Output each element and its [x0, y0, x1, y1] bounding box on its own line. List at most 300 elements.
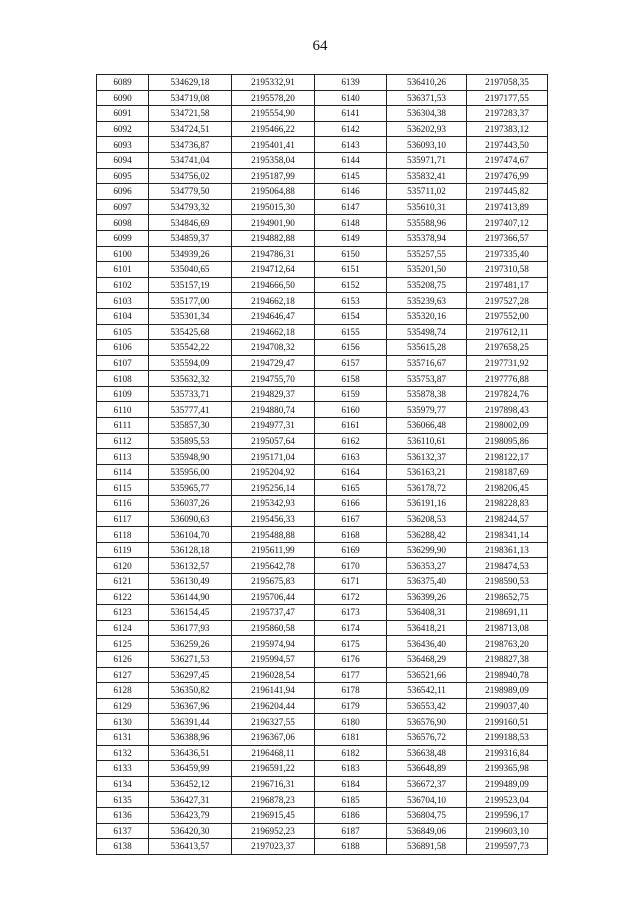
table-cell-point-number: 6178 — [315, 683, 387, 699]
table-row — [97, 386, 548, 402]
table-cell-point-number: 6170 — [315, 558, 387, 574]
table-cell-y-coordinate: 2195332,91 — [232, 75, 315, 91]
table-cell-y-coordinate: 2197383,12 — [467, 121, 548, 137]
table-cell-x-coordinate: 536163,21 — [387, 464, 467, 480]
table-cell-point-number: 6136 — [97, 807, 149, 823]
table-cell-x-coordinate: 536202,93 — [387, 121, 467, 137]
table-cell-y-coordinate: 2195611,99 — [232, 542, 315, 558]
table-cell-y-coordinate: 2196367,06 — [232, 729, 315, 745]
table-cell-point-number: 6164 — [315, 464, 387, 480]
table-row — [97, 137, 548, 153]
table-cell-x-coordinate: 535956,00 — [149, 464, 232, 480]
table-cell-point-number: 6122 — [97, 589, 149, 605]
table-cell-x-coordinate: 536399,26 — [387, 589, 467, 605]
table-cell-x-coordinate: 535711,02 — [387, 184, 467, 200]
table-cell-x-coordinate: 534736,87 — [149, 137, 232, 153]
table-row — [97, 464, 548, 480]
table-cell-y-coordinate: 2197445,82 — [467, 184, 548, 200]
table-row — [97, 745, 548, 761]
table-cell-point-number: 6129 — [97, 698, 149, 714]
table-cell-y-coordinate: 2197527,28 — [467, 293, 548, 309]
table-cell-x-coordinate: 536066,48 — [387, 418, 467, 434]
table-cell-x-coordinate: 536299,90 — [387, 542, 467, 558]
table-cell-y-coordinate: 2198187,69 — [467, 464, 548, 480]
table-cell-x-coordinate: 536576,90 — [387, 714, 467, 730]
table-cell-y-coordinate: 2195401,41 — [232, 137, 315, 153]
table-cell-y-coordinate: 2197731,92 — [467, 355, 548, 371]
table-cell-point-number: 6157 — [315, 355, 387, 371]
table-cell-x-coordinate: 535542,22 — [149, 340, 232, 356]
table-cell-x-coordinate: 535753,87 — [387, 371, 467, 387]
table-row — [97, 215, 548, 231]
table-cell-y-coordinate: 2197023,37 — [232, 839, 315, 855]
table-cell-point-number: 6177 — [315, 667, 387, 683]
table-row — [97, 620, 548, 636]
table-cell-point-number: 6172 — [315, 589, 387, 605]
table-cell-point-number: 6186 — [315, 807, 387, 823]
table-cell-point-number: 6145 — [315, 168, 387, 184]
table-cell-point-number: 6127 — [97, 667, 149, 683]
table-row — [97, 698, 548, 714]
table-cell-x-coordinate: 536350,82 — [149, 683, 232, 699]
table-cell-y-coordinate: 2195064,88 — [232, 184, 315, 200]
table-row — [97, 511, 548, 527]
table-cell-y-coordinate: 2197058,35 — [467, 75, 548, 91]
table-cell-point-number: 6098 — [97, 215, 149, 231]
table-cell-point-number: 6102 — [97, 277, 149, 293]
table-row — [97, 402, 548, 418]
table-cell-x-coordinate: 534756,02 — [149, 168, 232, 184]
table-row — [97, 324, 548, 340]
table-cell-y-coordinate: 2198989,09 — [467, 683, 548, 699]
table-cell-y-coordinate: 2196716,31 — [232, 776, 315, 792]
table-cell-point-number: 6126 — [97, 651, 149, 667]
table-cell-point-number: 6167 — [315, 511, 387, 527]
table-cell-y-coordinate: 2195057,64 — [232, 433, 315, 449]
table-cell-y-coordinate: 2198713,08 — [467, 620, 548, 636]
table-cell-x-coordinate: 534939,26 — [149, 246, 232, 262]
table-cell-y-coordinate: 2195171,04 — [232, 449, 315, 465]
table-cell-y-coordinate: 2195256,14 — [232, 480, 315, 496]
table-cell-x-coordinate: 534846,69 — [149, 215, 232, 231]
table-cell-y-coordinate: 2199597,73 — [467, 839, 548, 855]
table-cell-x-coordinate: 536375,40 — [387, 574, 467, 590]
table-cell-point-number: 6161 — [315, 418, 387, 434]
table-cell-y-coordinate: 2195187,99 — [232, 168, 315, 184]
table-row — [97, 651, 548, 667]
table-cell-y-coordinate: 2199365,98 — [467, 761, 548, 777]
table-cell-x-coordinate: 536648,89 — [387, 761, 467, 777]
table-cell-x-coordinate: 536521,66 — [387, 667, 467, 683]
table-cell-y-coordinate: 2197612,11 — [467, 324, 548, 340]
table-cell-y-coordinate: 2194712,64 — [232, 262, 315, 278]
table-cell-point-number: 6099 — [97, 230, 149, 246]
coordinates-table — [96, 74, 548, 855]
table-cell-point-number: 6144 — [315, 152, 387, 168]
table-cell-point-number: 6140 — [315, 90, 387, 106]
table-cell-y-coordinate: 2195578,20 — [232, 90, 315, 106]
table-cell-point-number: 6131 — [97, 729, 149, 745]
table-cell-point-number: 6094 — [97, 152, 149, 168]
table-cell-point-number: 6188 — [315, 839, 387, 855]
table-cell-x-coordinate: 536804,75 — [387, 807, 467, 823]
table-row — [97, 184, 548, 200]
table-row — [97, 761, 548, 777]
table-cell-x-coordinate: 535301,34 — [149, 308, 232, 324]
table-cell-point-number: 6155 — [315, 324, 387, 340]
table-cell-x-coordinate: 534859,37 — [149, 230, 232, 246]
table-cell-y-coordinate: 2196204,44 — [232, 698, 315, 714]
table-cell-x-coordinate: 536391,44 — [149, 714, 232, 730]
table-cell-y-coordinate: 2197443,50 — [467, 137, 548, 153]
table-cell-x-coordinate: 536110,61 — [387, 433, 467, 449]
table-row — [97, 106, 548, 122]
table-cell-x-coordinate: 536436,51 — [149, 745, 232, 761]
table-cell-point-number: 6133 — [97, 761, 149, 777]
table-cell-x-coordinate: 536128,18 — [149, 542, 232, 558]
table-cell-x-coordinate: 536104,70 — [149, 527, 232, 543]
table-cell-point-number: 6168 — [315, 527, 387, 543]
table-cell-y-coordinate: 2194666,50 — [232, 277, 315, 293]
table-cell-y-coordinate: 2194829,37 — [232, 386, 315, 402]
table-cell-x-coordinate: 536178,72 — [387, 480, 467, 496]
table-cell-x-coordinate: 535878,38 — [387, 386, 467, 402]
table-cell-x-coordinate: 536576,72 — [387, 729, 467, 745]
table-cell-point-number: 6125 — [97, 636, 149, 652]
table-row — [97, 121, 548, 137]
table-cell-x-coordinate: 535588,96 — [387, 215, 467, 231]
table-cell-point-number: 6156 — [315, 340, 387, 356]
table-cell-point-number: 6130 — [97, 714, 149, 730]
table-cell-y-coordinate: 2194880,74 — [232, 402, 315, 418]
table-cell-y-coordinate: 2199188,53 — [467, 729, 548, 745]
table-cell-point-number: 6163 — [315, 449, 387, 465]
table-cell-y-coordinate: 2194755,70 — [232, 371, 315, 387]
table-cell-x-coordinate: 535594,09 — [149, 355, 232, 371]
table-row — [97, 340, 548, 356]
table-cell-x-coordinate: 535632,32 — [149, 371, 232, 387]
table-row — [97, 792, 548, 808]
table-cell-y-coordinate: 2195342,93 — [232, 496, 315, 512]
table-cell-y-coordinate: 2198341,14 — [467, 527, 548, 543]
table-cell-x-coordinate: 535979,77 — [387, 402, 467, 418]
table-cell-x-coordinate: 535610,31 — [387, 199, 467, 215]
table-cell-x-coordinate: 534779,50 — [149, 184, 232, 200]
table-cell-point-number: 6095 — [97, 168, 149, 184]
table-cell-x-coordinate: 536672,37 — [387, 776, 467, 792]
table-cell-y-coordinate: 2197310,58 — [467, 262, 548, 278]
table-cell-y-coordinate: 2196878,23 — [232, 792, 315, 808]
table-cell-x-coordinate: 536288,42 — [387, 527, 467, 543]
table-row — [97, 355, 548, 371]
table-cell-point-number: 6151 — [315, 262, 387, 278]
table-cell-y-coordinate: 2198474,53 — [467, 558, 548, 574]
table-cell-point-number: 6123 — [97, 605, 149, 621]
table-cell-x-coordinate: 534793,32 — [149, 199, 232, 215]
table-row — [97, 558, 548, 574]
table-cell-x-coordinate: 536891,58 — [387, 839, 467, 855]
table-cell-point-number: 6174 — [315, 620, 387, 636]
table-cell-y-coordinate: 2195456,33 — [232, 511, 315, 527]
table-cell-y-coordinate: 2196468,11 — [232, 745, 315, 761]
table-cell-x-coordinate: 536638,48 — [387, 745, 467, 761]
table-cell-point-number: 6175 — [315, 636, 387, 652]
table-cell-y-coordinate: 2195015,30 — [232, 199, 315, 215]
table-cell-x-coordinate: 536418,21 — [387, 620, 467, 636]
table-cell-y-coordinate: 2196591,22 — [232, 761, 315, 777]
table-cell-x-coordinate: 536388,96 — [149, 729, 232, 745]
table-cell-y-coordinate: 2197283,37 — [467, 106, 548, 122]
table-cell-point-number: 6176 — [315, 651, 387, 667]
table-cell-point-number: 6173 — [315, 605, 387, 621]
table-cell-point-number: 6117 — [97, 511, 149, 527]
table-cell-x-coordinate: 535425,68 — [149, 324, 232, 340]
table-cell-x-coordinate: 535320,16 — [387, 308, 467, 324]
table-cell-x-coordinate: 536132,37 — [387, 449, 467, 465]
table-cell-y-coordinate: 2198206,45 — [467, 480, 548, 496]
table-cell-y-coordinate: 2199603,10 — [467, 823, 548, 839]
table-cell-point-number: 6169 — [315, 542, 387, 558]
page-number: 64 — [312, 38, 328, 54]
table-cell-x-coordinate: 536459,99 — [149, 761, 232, 777]
table-cell-point-number: 6097 — [97, 199, 149, 215]
table-cell-y-coordinate: 2196915,45 — [232, 807, 315, 823]
table-row — [97, 605, 548, 621]
table-row — [97, 496, 548, 512]
table-cell-x-coordinate: 535948,90 — [149, 449, 232, 465]
table-cell-x-coordinate: 535040,65 — [149, 262, 232, 278]
table-cell-y-coordinate: 2195642,78 — [232, 558, 315, 574]
table-cell-point-number: 6179 — [315, 698, 387, 714]
table-cell-point-number: 6142 — [315, 121, 387, 137]
table-cell-point-number: 6153 — [315, 293, 387, 309]
table-cell-point-number: 6166 — [315, 496, 387, 512]
table-cell-x-coordinate: 536420,30 — [149, 823, 232, 839]
table-cell-point-number: 6147 — [315, 199, 387, 215]
table-cell-point-number: 6132 — [97, 745, 149, 761]
table-cell-point-number: 6152 — [315, 277, 387, 293]
table-cell-y-coordinate: 2199596,17 — [467, 807, 548, 823]
table-cell-x-coordinate: 535201,50 — [387, 262, 467, 278]
table-cell-y-coordinate: 2198827,38 — [467, 651, 548, 667]
table-row — [97, 839, 548, 855]
table-cell-x-coordinate: 536297,45 — [149, 667, 232, 683]
table-cell-y-coordinate: 2196141,94 — [232, 683, 315, 699]
table-cell-point-number: 6111 — [97, 418, 149, 434]
table-cell-point-number: 6103 — [97, 293, 149, 309]
table-cell-y-coordinate: 2197366,57 — [467, 230, 548, 246]
table-cell-x-coordinate: 536704,10 — [387, 792, 467, 808]
table-cell-point-number: 6104 — [97, 308, 149, 324]
table-cell-x-coordinate: 535971,71 — [387, 152, 467, 168]
table-cell-y-coordinate: 2198691,11 — [467, 605, 548, 621]
table-cell-y-coordinate: 2197481,17 — [467, 277, 548, 293]
table-cell-x-coordinate: 536037,26 — [149, 496, 232, 512]
table-cell-x-coordinate: 534719,08 — [149, 90, 232, 106]
table-cell-y-coordinate: 2197407,12 — [467, 215, 548, 231]
table-row — [97, 246, 548, 262]
table-row — [97, 152, 548, 168]
table-cell-point-number: 6139 — [315, 75, 387, 91]
table-cell-point-number: 6120 — [97, 558, 149, 574]
table-cell-y-coordinate: 2198122,17 — [467, 449, 548, 465]
table-cell-point-number: 6108 — [97, 371, 149, 387]
table-cell-y-coordinate: 2194882,88 — [232, 230, 315, 246]
table-cell-x-coordinate: 535716,67 — [387, 355, 467, 371]
table-cell-x-coordinate: 536436,40 — [387, 636, 467, 652]
table-cell-point-number: 6090 — [97, 90, 149, 106]
table-cell-point-number: 6141 — [315, 106, 387, 122]
table-cell-x-coordinate: 535777,41 — [149, 402, 232, 418]
table-cell-y-coordinate: 2194977,31 — [232, 418, 315, 434]
table-row — [97, 823, 548, 839]
table-cell-point-number: 6114 — [97, 464, 149, 480]
table-cell-y-coordinate: 2197898,43 — [467, 402, 548, 418]
table-cell-point-number: 6093 — [97, 137, 149, 153]
table-cell-y-coordinate: 2194786,31 — [232, 246, 315, 262]
table-cell-point-number: 6107 — [97, 355, 149, 371]
table-cell-x-coordinate: 536353,27 — [387, 558, 467, 574]
table-cell-x-coordinate: 535239,63 — [387, 293, 467, 309]
table-cell-x-coordinate: 535208,75 — [387, 277, 467, 293]
table-row — [97, 277, 548, 293]
table-cell-x-coordinate: 536423,79 — [149, 807, 232, 823]
table-cell-y-coordinate: 2199160,51 — [467, 714, 548, 730]
table-cell-x-coordinate: 536271,53 — [149, 651, 232, 667]
table-cell-point-number: 6185 — [315, 792, 387, 808]
table-cell-y-coordinate: 2195466,22 — [232, 121, 315, 137]
table-cell-point-number: 6119 — [97, 542, 149, 558]
table-cell-y-coordinate: 2199037,40 — [467, 698, 548, 714]
table-row — [97, 230, 548, 246]
table-cell-point-number: 6162 — [315, 433, 387, 449]
table-row — [97, 308, 548, 324]
table-cell-x-coordinate: 536144,90 — [149, 589, 232, 605]
table-cell-point-number: 6183 — [315, 761, 387, 777]
table-cell-point-number: 6149 — [315, 230, 387, 246]
table-cell-point-number: 6116 — [97, 496, 149, 512]
table-cell-y-coordinate: 2198940,78 — [467, 667, 548, 683]
table-row — [97, 371, 548, 387]
table-cell-y-coordinate: 2195554,90 — [232, 106, 315, 122]
table-cell-y-coordinate: 2194662,18 — [232, 324, 315, 340]
table-cell-x-coordinate: 536452,12 — [149, 776, 232, 792]
table-cell-y-coordinate: 2194901,90 — [232, 215, 315, 231]
table-row — [97, 714, 548, 730]
table-cell-y-coordinate: 2195860,58 — [232, 620, 315, 636]
table-row — [97, 90, 548, 106]
table-cell-y-coordinate: 2197177,55 — [467, 90, 548, 106]
table-cell-x-coordinate: 535895,53 — [149, 433, 232, 449]
table-cell-y-coordinate: 2198590,53 — [467, 574, 548, 590]
table-row — [97, 636, 548, 652]
table-cell-point-number: 6165 — [315, 480, 387, 496]
table-cell-x-coordinate: 536154,45 — [149, 605, 232, 621]
table-row — [97, 293, 548, 309]
table-cell-point-number: 6137 — [97, 823, 149, 839]
table-cell-y-coordinate: 2198361,13 — [467, 542, 548, 558]
table-cell-x-coordinate: 535498,74 — [387, 324, 467, 340]
table-row — [97, 75, 548, 91]
table-cell-y-coordinate: 2195974,94 — [232, 636, 315, 652]
table-cell-point-number: 6113 — [97, 449, 149, 465]
table-cell-y-coordinate: 2197476,99 — [467, 168, 548, 184]
table-cell-x-coordinate: 536259,26 — [149, 636, 232, 652]
table-cell-y-coordinate: 2195737,47 — [232, 605, 315, 621]
table-cell-y-coordinate: 2194729,47 — [232, 355, 315, 371]
table-cell-y-coordinate: 2197413,89 — [467, 199, 548, 215]
table-cell-x-coordinate: 535378,94 — [387, 230, 467, 246]
table-row — [97, 527, 548, 543]
table-cell-y-coordinate: 2197335,40 — [467, 246, 548, 262]
table-cell-x-coordinate: 536427,31 — [149, 792, 232, 808]
table-cell-y-coordinate: 2197776,88 — [467, 371, 548, 387]
table-cell-point-number: 6092 — [97, 121, 149, 137]
table-cell-point-number: 6128 — [97, 683, 149, 699]
table-cell-y-coordinate: 2195675,83 — [232, 574, 315, 590]
table-cell-x-coordinate: 536468,29 — [387, 651, 467, 667]
table-cell-x-coordinate: 536191,16 — [387, 496, 467, 512]
table-row — [97, 589, 548, 605]
table-cell-y-coordinate: 2195488,88 — [232, 527, 315, 543]
table-cell-point-number: 6146 — [315, 184, 387, 200]
table-cell-y-coordinate: 2197474,67 — [467, 152, 548, 168]
table-cell-x-coordinate: 536367,96 — [149, 698, 232, 714]
table-cell-point-number: 6121 — [97, 574, 149, 590]
table-cell-point-number: 6112 — [97, 433, 149, 449]
table-cell-point-number: 6096 — [97, 184, 149, 200]
table-row — [97, 449, 548, 465]
table-row — [97, 480, 548, 496]
table-cell-x-coordinate: 534724,51 — [149, 121, 232, 137]
table-cell-point-number: 6159 — [315, 386, 387, 402]
table-cell-x-coordinate: 534721,58 — [149, 106, 232, 122]
table-cell-x-coordinate: 536090,63 — [149, 511, 232, 527]
table-cell-point-number: 6158 — [315, 371, 387, 387]
table-row — [97, 262, 548, 278]
table-cell-point-number: 6148 — [315, 215, 387, 231]
table-row — [97, 807, 548, 823]
table-cell-point-number: 6100 — [97, 246, 149, 262]
table-cell-x-coordinate: 536413,57 — [149, 839, 232, 855]
table-cell-x-coordinate: 535832,41 — [387, 168, 467, 184]
table-cell-x-coordinate: 536304,38 — [387, 106, 467, 122]
table-cell-point-number: 6134 — [97, 776, 149, 792]
table-cell-point-number: 6106 — [97, 340, 149, 356]
table-cell-y-coordinate: 2195204,92 — [232, 464, 315, 480]
table-cell-y-coordinate: 2198763,20 — [467, 636, 548, 652]
table-cell-point-number: 6154 — [315, 308, 387, 324]
table-cell-x-coordinate: 535857,30 — [149, 418, 232, 434]
table-cell-x-coordinate: 536553,42 — [387, 698, 467, 714]
table-cell-y-coordinate: 2198095,86 — [467, 433, 548, 449]
table-cell-point-number: 6089 — [97, 75, 149, 91]
table-row — [97, 667, 548, 683]
table-row — [97, 776, 548, 792]
table-cell-y-coordinate: 2197552,00 — [467, 308, 548, 324]
table-cell-y-coordinate: 2196952,23 — [232, 823, 315, 839]
table-cell-y-coordinate: 2199523,04 — [467, 792, 548, 808]
table-cell-y-coordinate: 2198652,75 — [467, 589, 548, 605]
table-cell-point-number: 6182 — [315, 745, 387, 761]
table-row — [97, 683, 548, 699]
table-cell-y-coordinate: 2194646,47 — [232, 308, 315, 324]
table-cell-point-number: 6109 — [97, 386, 149, 402]
table-cell-x-coordinate: 534629,18 — [149, 75, 232, 91]
table-cell-point-number: 6138 — [97, 839, 149, 855]
table-cell-y-coordinate: 2195358,04 — [232, 152, 315, 168]
table-cell-y-coordinate: 2199316,84 — [467, 745, 548, 761]
